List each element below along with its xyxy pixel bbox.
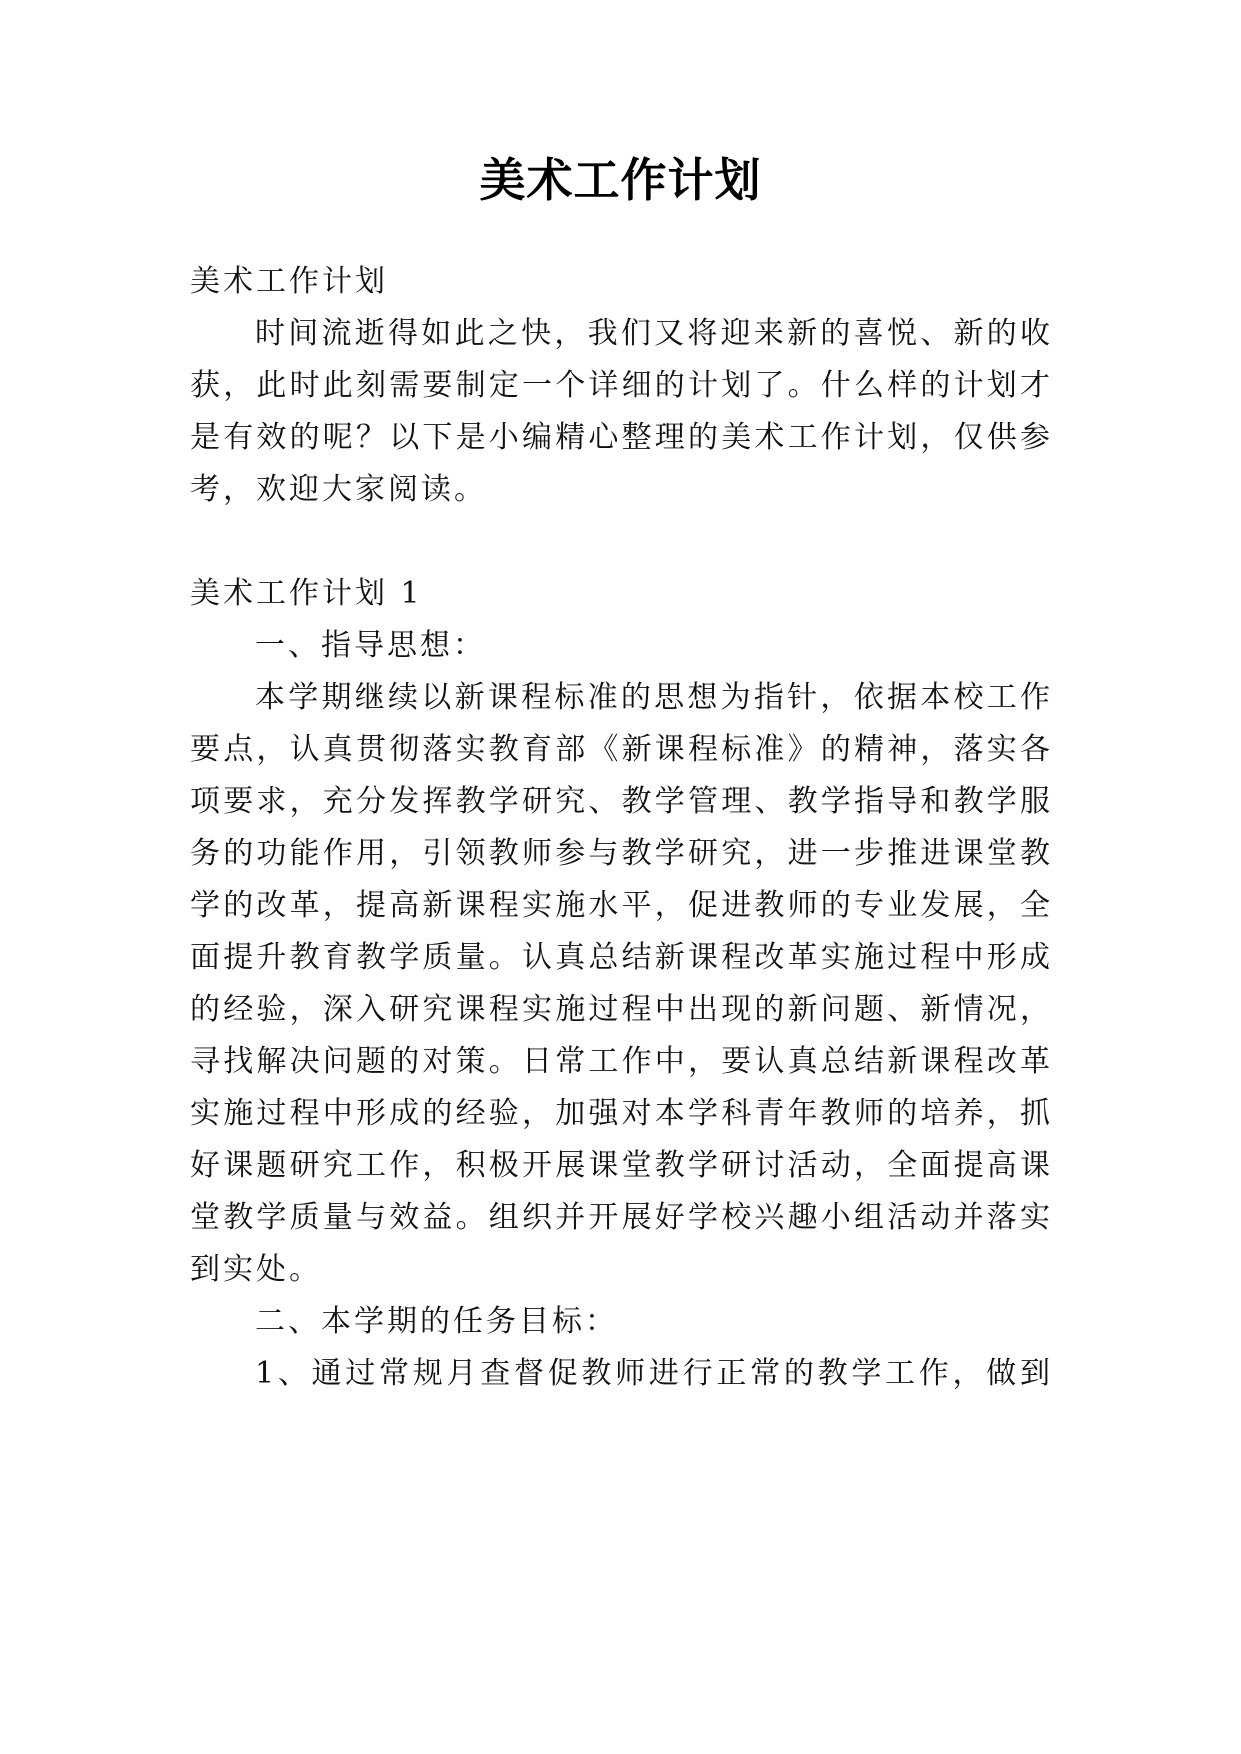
paragraph-line: 时间流逝得如此之快，我们又将迎来新的喜悦、新的收 (255, 316, 1050, 351)
paragraph-line: 堂教学质量与效益。组织并开展好学校兴趣小组活动并落实 (190, 1200, 1050, 1235)
subsection-heading: 一、指导思想： (255, 628, 486, 663)
paragraph-line: 考，欢迎大家阅读。 (190, 472, 487, 507)
section-heading: 美术工作计划 1 (190, 576, 423, 611)
paragraph-line: 本学期继续以新课程标准的思想为指针，依据本校工作 (255, 680, 1050, 715)
paragraph-line: 学的改革，提高新课程实施水平，促进教师的专业发展，全 (190, 888, 1050, 923)
paragraph-line: 1、通过常规月查督促教师进行正常的教学工作，做到 (255, 1356, 1050, 1391)
paragraph-line: 好课题研究工作，积极开展课堂教学研讨活动，全面提高课 (190, 1148, 1050, 1183)
paragraph-line: 要点，认真贯彻落实教育部《新课程标准》的精神，落实各 (190, 732, 1050, 767)
paragraph-line: 是有效的呢？以下是小编精心整理的美术工作计划，仅供参 (190, 420, 1050, 455)
document-title: 美术工作计划 (479, 153, 762, 207)
paragraph-line: 获，此时此刻需要制定一个详细的计划了。什么样的计划才 (190, 368, 1050, 403)
section-heading: 美术工作计划 (190, 264, 388, 299)
paragraph-line: 到实处。 (190, 1252, 322, 1287)
paragraph-line: 的经验，深入研究课程实施过程中出现的新问题、新情况， (190, 992, 1050, 1027)
paragraph-line: 寻找解决问题的对策。日常工作中，要认真总结新课程改革 (190, 1044, 1050, 1079)
paragraph-line: 务的功能作用，引领教师参与教学研究，进一步推进课堂教 (190, 836, 1050, 871)
subsection-heading: 二、本学期的任务目标： (255, 1304, 618, 1339)
paragraph-line: 面提升教育教学质量。认真总结新课程改革实施过程中形成 (190, 940, 1050, 975)
paragraph-line: 项要求，充分发挥教学研究、教学管理、教学指导和教学服 (190, 784, 1050, 819)
paragraph-line: 实施过程中形成的经验，加强对本学科青年教师的培养，抓 (190, 1096, 1050, 1131)
